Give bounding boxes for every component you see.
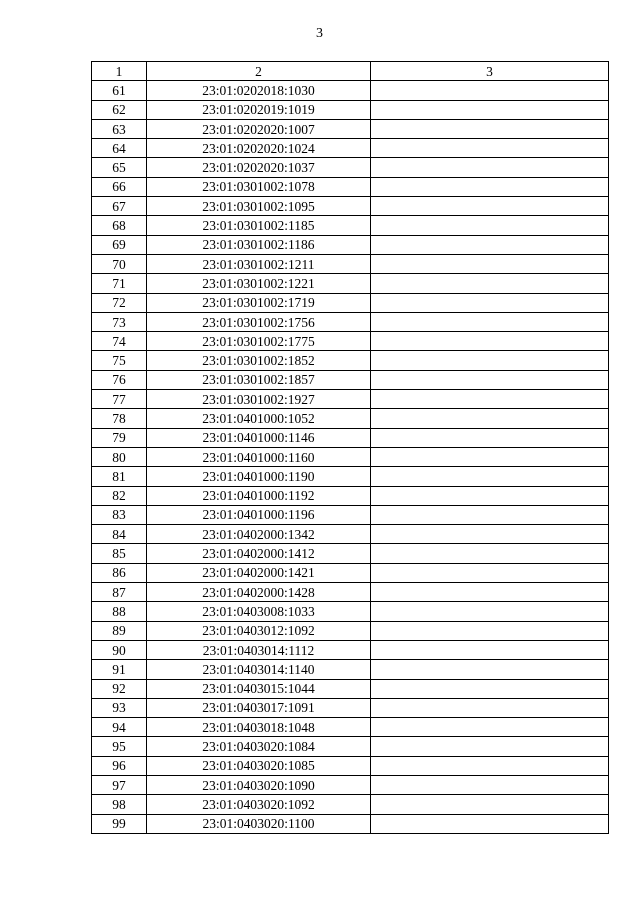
table-row bbox=[92, 158, 609, 177]
table-row bbox=[92, 737, 609, 756]
notes-cell bbox=[371, 235, 609, 254]
row-number-cell: 79 bbox=[92, 428, 147, 447]
notes-cell bbox=[371, 312, 609, 331]
notes-cell bbox=[371, 775, 609, 794]
table-row bbox=[92, 505, 609, 524]
table-row bbox=[92, 544, 609, 563]
table-row bbox=[92, 216, 609, 235]
table-header-row bbox=[92, 62, 609, 81]
notes-cell bbox=[371, 698, 609, 717]
notes-cell bbox=[371, 525, 609, 544]
notes-cell bbox=[371, 563, 609, 582]
table-row bbox=[92, 428, 609, 447]
table-row bbox=[92, 332, 609, 351]
cadastral-number-cell: 23:01:0202019:1019 bbox=[147, 100, 371, 119]
row-number-cell: 82 bbox=[92, 486, 147, 505]
row-number-cell: 98 bbox=[92, 795, 147, 814]
row-number-cell: 66 bbox=[92, 177, 147, 196]
notes-cell bbox=[371, 447, 609, 466]
table-row bbox=[92, 81, 609, 100]
table-row bbox=[92, 370, 609, 389]
cadastral-number-cell: 23:01:0301002:1756 bbox=[147, 312, 371, 331]
row-number-cell: 86 bbox=[92, 563, 147, 582]
notes-cell bbox=[371, 409, 609, 428]
cadastral-number-cell: 23:01:0301002:1078 bbox=[147, 177, 371, 196]
table-row bbox=[92, 583, 609, 602]
cadastral-number-cell: 23:01:0403018:1048 bbox=[147, 718, 371, 737]
notes-cell bbox=[371, 158, 609, 177]
table-row bbox=[92, 293, 609, 312]
notes-cell bbox=[371, 486, 609, 505]
cadastral-number-cell: 23:01:0402000:1421 bbox=[147, 563, 371, 582]
cadastral-number-cell: 23:01:0401000:1192 bbox=[147, 486, 371, 505]
cadastral-number-cell: 23:01:0301002:1095 bbox=[147, 197, 371, 216]
cadastral-number-cell: 23:01:0403020:1100 bbox=[147, 814, 371, 833]
table-row bbox=[92, 660, 609, 679]
notes-cell bbox=[371, 679, 609, 698]
column-header-number: 1 bbox=[92, 62, 147, 81]
notes-cell bbox=[371, 370, 609, 389]
cadastral-number-cell: 23:01:0403014:1112 bbox=[147, 640, 371, 659]
table-row bbox=[92, 756, 609, 775]
row-number-cell: 76 bbox=[92, 370, 147, 389]
table-row bbox=[92, 718, 609, 737]
table-row bbox=[92, 525, 609, 544]
notes-cell bbox=[371, 756, 609, 775]
row-number-cell: 92 bbox=[92, 679, 147, 698]
cadastral-number-cell: 23:01:0403015:1044 bbox=[147, 679, 371, 698]
table-row bbox=[92, 139, 609, 158]
row-number-cell: 68 bbox=[92, 216, 147, 235]
notes-cell bbox=[371, 254, 609, 273]
notes-cell bbox=[371, 351, 609, 370]
table-row bbox=[92, 274, 609, 293]
row-number-cell: 94 bbox=[92, 718, 147, 737]
cadastral-number-cell: 23:01:0301002:1185 bbox=[147, 216, 371, 235]
notes-cell bbox=[371, 216, 609, 235]
row-number-cell: 71 bbox=[92, 274, 147, 293]
table-row bbox=[92, 621, 609, 640]
row-number-cell: 65 bbox=[92, 158, 147, 177]
cadastral-number-cell: 23:01:0202020:1037 bbox=[147, 158, 371, 177]
notes-cell bbox=[371, 583, 609, 602]
row-number-cell: 78 bbox=[92, 409, 147, 428]
table-row bbox=[92, 640, 609, 659]
cadastral-number-cell: 23:01:0403017:1091 bbox=[147, 698, 371, 717]
row-number-cell: 96 bbox=[92, 756, 147, 775]
row-number-cell: 97 bbox=[92, 775, 147, 794]
cadastral-number-cell: 23:01:0301002:1857 bbox=[147, 370, 371, 389]
notes-cell bbox=[371, 100, 609, 119]
row-number-cell: 63 bbox=[92, 119, 147, 138]
table-row bbox=[92, 235, 609, 254]
row-number-cell: 90 bbox=[92, 640, 147, 659]
table-row bbox=[92, 795, 609, 814]
cadastral-number-cell: 23:01:0403008:1033 bbox=[147, 602, 371, 621]
row-number-cell: 73 bbox=[92, 312, 147, 331]
table-row bbox=[92, 197, 609, 216]
notes-cell bbox=[371, 81, 609, 100]
notes-cell bbox=[371, 737, 609, 756]
table-body bbox=[92, 81, 609, 834]
notes-cell bbox=[371, 177, 609, 196]
table-row bbox=[92, 351, 609, 370]
row-number-cell: 81 bbox=[92, 467, 147, 486]
column-header-notes: 3 bbox=[371, 62, 609, 81]
cadastral-number-cell: 23:01:0403020:1084 bbox=[147, 737, 371, 756]
table-row bbox=[92, 602, 609, 621]
table-row bbox=[92, 312, 609, 331]
notes-cell bbox=[371, 119, 609, 138]
notes-cell bbox=[371, 274, 609, 293]
notes-cell bbox=[371, 428, 609, 447]
cadastral-number-table bbox=[91, 61, 609, 834]
row-number-cell: 83 bbox=[92, 505, 147, 524]
notes-cell bbox=[371, 505, 609, 524]
notes-cell bbox=[371, 332, 609, 351]
cadastral-number-cell: 23:01:0301002:1852 bbox=[147, 351, 371, 370]
notes-cell bbox=[371, 660, 609, 679]
row-number-cell: 62 bbox=[92, 100, 147, 119]
notes-cell bbox=[371, 640, 609, 659]
notes-cell bbox=[371, 795, 609, 814]
table-row bbox=[92, 486, 609, 505]
row-number-cell: 74 bbox=[92, 332, 147, 351]
notes-cell bbox=[371, 621, 609, 640]
row-number-cell: 95 bbox=[92, 737, 147, 756]
table-row bbox=[92, 467, 609, 486]
row-number-cell: 77 bbox=[92, 390, 147, 409]
cadastral-number-cell: 23:01:0401000:1052 bbox=[147, 409, 371, 428]
cadastral-number-cell: 23:01:0202020:1024 bbox=[147, 139, 371, 158]
notes-cell bbox=[371, 139, 609, 158]
row-number-cell: 61 bbox=[92, 81, 147, 100]
cadastral-number-cell: 23:01:0301002:1775 bbox=[147, 332, 371, 351]
row-number-cell: 67 bbox=[92, 197, 147, 216]
notes-cell bbox=[371, 293, 609, 312]
row-number-cell: 80 bbox=[92, 447, 147, 466]
table-row bbox=[92, 100, 609, 119]
notes-cell bbox=[371, 814, 609, 833]
table-row bbox=[92, 177, 609, 196]
row-number-cell: 87 bbox=[92, 583, 147, 602]
cadastral-number-cell: 23:01:0403014:1140 bbox=[147, 660, 371, 679]
notes-cell bbox=[371, 197, 609, 216]
notes-cell bbox=[371, 544, 609, 563]
table-row bbox=[92, 447, 609, 466]
row-number-cell: 85 bbox=[92, 544, 147, 563]
cadastral-number-cell: 23:01:0301002:1719 bbox=[147, 293, 371, 312]
row-number-cell: 70 bbox=[92, 254, 147, 273]
row-number-cell: 91 bbox=[92, 660, 147, 679]
cadastral-number-cell: 23:01:0202020:1007 bbox=[147, 119, 371, 138]
cadastral-number-cell: 23:01:0402000:1412 bbox=[147, 544, 371, 563]
notes-cell bbox=[371, 467, 609, 486]
column-header-cadastral-number: 2 bbox=[147, 62, 371, 81]
row-number-cell: 89 bbox=[92, 621, 147, 640]
table-row bbox=[92, 119, 609, 138]
cadastral-number-cell: 23:01:0202018:1030 bbox=[147, 81, 371, 100]
cadastral-number-cell: 23:01:0401000:1146 bbox=[147, 428, 371, 447]
notes-cell bbox=[371, 718, 609, 737]
row-number-cell: 72 bbox=[92, 293, 147, 312]
row-number-cell: 88 bbox=[92, 602, 147, 621]
table-row bbox=[92, 390, 609, 409]
cadastral-number-cell: 23:01:0403020:1085 bbox=[147, 756, 371, 775]
cadastral-number-cell: 23:01:0401000:1196 bbox=[147, 505, 371, 524]
cadastral-number-cell: 23:01:0301002:1211 bbox=[147, 254, 371, 273]
row-number-cell: 75 bbox=[92, 351, 147, 370]
cadastral-number-cell: 23:01:0301002:1186 bbox=[147, 235, 371, 254]
table-row bbox=[92, 254, 609, 273]
cadastral-number-cell: 23:01:0401000:1190 bbox=[147, 467, 371, 486]
cadastral-number-cell: 23:01:0402000:1428 bbox=[147, 583, 371, 602]
cadastral-number-cell: 23:01:0301002:1927 bbox=[147, 390, 371, 409]
table-row bbox=[92, 814, 609, 833]
table-row bbox=[92, 409, 609, 428]
table-row bbox=[92, 563, 609, 582]
cadastral-number-cell: 23:01:0402000:1342 bbox=[147, 525, 371, 544]
page-number: 3 bbox=[316, 26, 323, 41]
cadastral-number-cell: 23:01:0301002:1221 bbox=[147, 274, 371, 293]
table-row bbox=[92, 698, 609, 717]
table-row bbox=[92, 679, 609, 698]
notes-cell bbox=[371, 602, 609, 621]
cadastral-number-cell: 23:01:0403012:1092 bbox=[147, 621, 371, 640]
cadastral-number-cell: 23:01:0403020:1092 bbox=[147, 795, 371, 814]
notes-cell bbox=[371, 390, 609, 409]
row-number-cell: 69 bbox=[92, 235, 147, 254]
row-number-cell: 84 bbox=[92, 525, 147, 544]
cadastral-number-cell: 23:01:0403020:1090 bbox=[147, 775, 371, 794]
row-number-cell: 93 bbox=[92, 698, 147, 717]
cadastral-number-cell: 23:01:0401000:1160 bbox=[147, 447, 371, 466]
row-number-cell: 64 bbox=[92, 139, 147, 158]
table-row bbox=[92, 775, 609, 794]
row-number-cell: 99 bbox=[92, 814, 147, 833]
